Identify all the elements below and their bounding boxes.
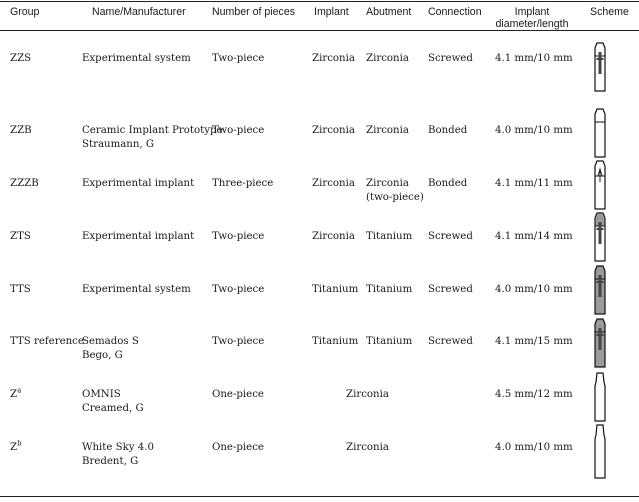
diameter-cell: 4.0 mm/10 mm bbox=[495, 284, 573, 295]
implant-cell: Zirconia bbox=[312, 53, 355, 64]
titanium-two-piece-screwed-icon bbox=[592, 265, 608, 315]
header-connection: Connection bbox=[428, 6, 482, 18]
diameter-cell: 4.0 mm/10 mm bbox=[495, 442, 573, 453]
manufacturer-cell: Straumann, G bbox=[82, 139, 155, 150]
pieces-cell: Two-piece bbox=[212, 53, 265, 64]
group-footnote-mark: a bbox=[17, 386, 22, 395]
diameter-cell: 4.1 mm/14 mm bbox=[495, 231, 573, 242]
zirconia-two-piece-screwed-icon bbox=[592, 42, 608, 92]
diameter-cell: 4.1 mm/11 mm bbox=[495, 178, 573, 189]
header-implant: Implant bbox=[314, 6, 349, 18]
name-cell: Experimental implant bbox=[82, 178, 195, 189]
abutment-cell: Zirconia bbox=[366, 125, 409, 136]
name-cell: Experimental system bbox=[82, 284, 191, 295]
name-cell: Semados S bbox=[82, 336, 139, 347]
abutment-cell: Titanium bbox=[366, 284, 413, 295]
name-cell: Ceramic Implant Prototype bbox=[82, 125, 223, 136]
titanium-reference-screwed-icon bbox=[592, 318, 608, 368]
name-cell: Experimental implant bbox=[82, 231, 195, 242]
header-abutment: Abutment bbox=[366, 6, 412, 18]
group-cell: ZTS bbox=[10, 231, 31, 242]
pieces-cell: One-piece bbox=[212, 442, 264, 453]
connection-cell: Screwed bbox=[428, 284, 473, 295]
header-scheme: Scheme bbox=[590, 6, 629, 18]
pieces-cell: Three-piece bbox=[212, 178, 274, 189]
group-cell: TTS reference bbox=[10, 336, 84, 347]
zirconia-one-piece-icon bbox=[592, 372, 608, 422]
header-group: Group bbox=[10, 6, 40, 18]
zirconia-one-piece-icon bbox=[592, 424, 608, 479]
header-name: Name/Manufacturer bbox=[92, 6, 186, 18]
pieces-cell: One-piece bbox=[212, 389, 264, 400]
abutment-cell: Titanium bbox=[366, 231, 413, 242]
pieces-cell: Two-piece bbox=[212, 231, 265, 242]
abutment-cell: Titanium bbox=[366, 336, 413, 347]
diameter-cell: 4.0 mm/10 mm bbox=[495, 125, 573, 136]
connection-cell: Screwed bbox=[428, 231, 473, 242]
group-cell: ZZZB bbox=[10, 178, 39, 189]
header-pieces: Number of pieces bbox=[212, 6, 296, 18]
name-cell: White Sky 4.0 bbox=[82, 442, 154, 453]
pieces-cell: Two-piece bbox=[212, 284, 265, 295]
diameter-cell: 4.1 mm/15 mm bbox=[495, 336, 573, 347]
table-top-rule bbox=[0, 1, 639, 2]
connection-cell: Bonded bbox=[428, 125, 468, 136]
manufacturer-cell: Bredent, G bbox=[82, 456, 139, 467]
manufacturer-cell: Bego, G bbox=[82, 350, 123, 361]
material-cell: Zirconia bbox=[346, 442, 389, 453]
group-cell: TTS bbox=[10, 284, 31, 295]
zirconia-two-piece-bonded-icon bbox=[592, 108, 608, 158]
pieces-cell: Two-piece bbox=[212, 336, 265, 347]
name-cell: OMNIS bbox=[82, 389, 121, 400]
implant-cell: Zirconia bbox=[312, 231, 355, 242]
pieces-cell: Two-piece bbox=[212, 125, 265, 136]
implant-cell: Titanium bbox=[312, 336, 359, 347]
abutment-cell: Zirconia bbox=[366, 53, 409, 64]
connection-cell: Bonded bbox=[428, 178, 468, 189]
header-rule bbox=[0, 30, 639, 31]
implant-cell: Zirconia bbox=[312, 178, 355, 189]
manufacturer-cell: Creamed, G bbox=[82, 403, 144, 414]
implant-cell: Titanium bbox=[312, 284, 359, 295]
group-cell: ZZS bbox=[10, 53, 32, 64]
implant-cell: Zirconia bbox=[312, 125, 355, 136]
abutment-cell: Zirconia bbox=[366, 178, 409, 189]
abutment-note-cell: (two-piece) bbox=[366, 192, 424, 203]
group-cell bbox=[10, 388, 21, 402]
table-bottom-rule bbox=[0, 496, 639, 497]
zirconia-titanium-screwed-icon bbox=[592, 212, 608, 262]
diameter-cell: 4.5 mm/12 mm bbox=[495, 389, 573, 400]
material-cell: Zirconia bbox=[346, 389, 389, 400]
zirconia-three-piece-bonded-icon bbox=[592, 160, 608, 210]
header-diameter-line1: Implant bbox=[514, 6, 550, 18]
group-footnote-mark: b bbox=[17, 439, 22, 448]
diameter-cell: 4.1 mm/10 mm bbox=[495, 53, 573, 64]
group-label: Z bbox=[10, 442, 18, 453]
group-cell: ZZB bbox=[10, 125, 32, 136]
header-diameter-line2: diameter/length bbox=[495, 18, 569, 30]
connection-cell: Screwed bbox=[428, 336, 473, 347]
name-cell: Experimental system bbox=[82, 53, 191, 64]
group-cell bbox=[10, 441, 22, 455]
connection-cell: Screwed bbox=[428, 53, 473, 64]
group-label: Z bbox=[10, 389, 18, 400]
